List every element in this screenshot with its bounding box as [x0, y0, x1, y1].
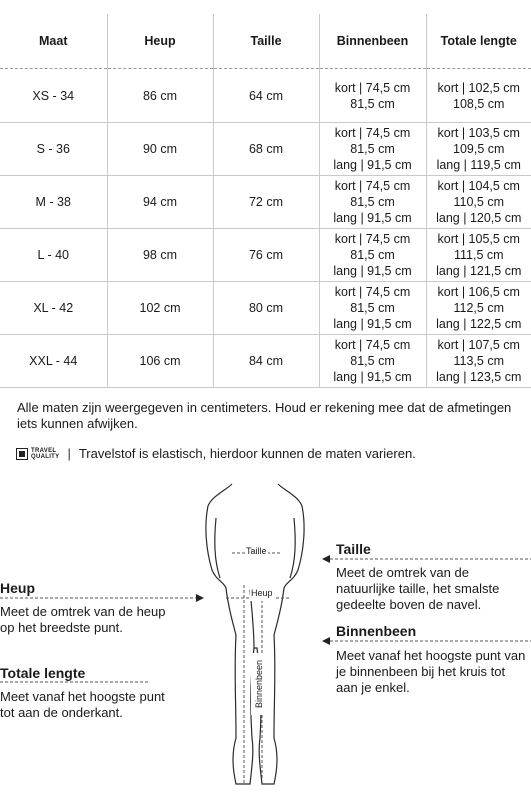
lengte-regular: 111,5 cm: [453, 248, 504, 262]
binnenbeen-kort: kort | 74,5 cm: [334, 232, 411, 246]
binnenbeen-kort: kort | 74,5 cm: [334, 338, 411, 352]
lengte-lang: lang | 123,5 cm: [436, 370, 522, 384]
header-binnenbeen: Binnenbeen: [319, 14, 426, 69]
heup-pointer-arrow: [196, 594, 204, 602]
binnenbeen-kort: kort | 74,5 cm: [334, 126, 411, 140]
cell-binnenbeen: [319, 229, 426, 282]
lengte-kort: kort | 105,5 cm: [437, 232, 520, 246]
heup-description: Meet de omtrek van de heup op het breedste punt.: [0, 604, 166, 635]
lengte-regular: 108,5 cm: [453, 96, 505, 111]
travel-quality-text: Travelstof is elastisch, hierdoor kunnen de maten varieren.: [78, 446, 416, 461]
binnenbeen-regular: 81,5 cm: [350, 96, 395, 111]
lengte-lang: lang | 122,5 cm: [436, 317, 522, 331]
measurement-figure: [0, 470, 531, 800]
cell-taille: 80 cm: [213, 282, 319, 335]
binnenbeen-description: Meet vanaf het hoogste punt van je binnenbeen bij het kruis tot aan je enkel.: [336, 648, 526, 695]
lengte-regular: 109,5 cm: [453, 142, 505, 156]
cell-maat: XS - 34: [0, 69, 107, 123]
binnenbeen-title: Binnenbeen: [336, 623, 417, 639]
binnenbeen-kort: kort | 74,5 cm: [334, 285, 411, 299]
cell-heup: 102 cm: [107, 282, 213, 335]
totale-lengte-title: Totale lengte: [0, 665, 86, 681]
binnenbeen-regular: 81,5 cm: [350, 142, 395, 156]
cell-totale-lengte: [426, 335, 531, 388]
binnenbeen-regular: 81,5 cm: [350, 248, 395, 262]
lengte-lang: lang | 121,5 cm: [436, 264, 522, 278]
binnenbeen-kort: kort | 74,5 cm: [334, 179, 411, 193]
binnenbeen-lang: lang | 91,5 cm: [333, 370, 412, 384]
header-heup: Heup: [107, 14, 213, 69]
cell-binnenbeen: [319, 123, 426, 176]
lengte-lang: lang | 119,5 cm: [436, 158, 521, 172]
cell-totale-lengte: [426, 282, 531, 335]
cell-heup: 98 cm: [107, 229, 213, 282]
cell-binnenbeen: [319, 335, 426, 388]
cell-maat: XL - 42: [0, 282, 107, 335]
table-row: [0, 69, 531, 123]
cell-binnenbeen: [319, 282, 426, 335]
lengte-regular: 110,5 cm: [453, 195, 504, 209]
cell-binnenbeen: [319, 176, 426, 229]
header-maat: Maat: [0, 14, 107, 69]
heup-figure-label: Heup: [250, 585, 274, 601]
taille-title: Taille: [336, 541, 371, 557]
separator: |: [67, 446, 71, 461]
header-taille: Taille: [213, 14, 319, 69]
lengte-kort: kort | 106,5 cm: [437, 285, 520, 299]
lengte-regular: 113,5 cm: [453, 354, 504, 368]
binnenbeen-lang: lang | 91,5 cm: [333, 158, 412, 172]
table-header-row: [0, 14, 531, 69]
right-arm-outline: [290, 518, 295, 578]
binnenbeen-regular: 81,5 cm: [350, 354, 395, 368]
cell-heup: 106 cm: [107, 335, 213, 388]
travel-quality-line: [16, 446, 416, 461]
cell-maat: L - 40: [0, 229, 107, 282]
cell-totale-lengte: [426, 229, 531, 282]
binnenbeen-pointer-arrow: [322, 637, 330, 645]
cell-maat: XXL - 44: [0, 335, 107, 388]
travel-quality-icon: [16, 448, 28, 460]
cell-heup: 86 cm: [107, 69, 213, 123]
binnenbeen-lang: lang | 91,5 cm: [333, 317, 412, 331]
logo-line-quality: QUALITY: [31, 453, 60, 460]
cell-taille: 64 cm: [213, 69, 319, 123]
heup-title: Heup: [0, 580, 35, 596]
left-arm-outline: [215, 518, 220, 578]
taille-figure-label: Taille: [245, 543, 268, 559]
torso-outline: [206, 484, 304, 784]
lengte-kort: kort | 103,5 cm: [437, 126, 520, 140]
cell-taille: 68 cm: [213, 123, 319, 176]
totale-lengte-description: Meet vanaf het hoogste punt tot aan de onderkant.: [0, 689, 165, 720]
binnenbeen-kort: kort | 74,5 cm: [334, 80, 411, 95]
cell-totale-lengte: [426, 123, 531, 176]
binnenbeen-figure-label: Binnenbeen: [251, 653, 267, 715]
cell-binnenbeen: [319, 69, 426, 123]
table-row: [0, 123, 531, 176]
binnenbeen-regular: 81,5 cm: [350, 301, 395, 315]
measurement-note: Alle maten zijn weergegeven in centimeters. Houd er rekening mee dat de afmetingen iets kunnen afwijken.: [17, 400, 512, 431]
binnenbeen-lang: lang | 91,5 cm: [333, 211, 412, 225]
table-row: [0, 282, 531, 335]
size-table: [0, 14, 531, 388]
cell-totale-lengte: [426, 176, 531, 229]
cell-totale-lengte: [426, 69, 531, 123]
lengte-lang: lang | 120,5 cm: [436, 211, 522, 225]
cell-maat: M - 38: [0, 176, 107, 229]
table-row: [0, 229, 531, 282]
travel-quality-logo: [16, 448, 59, 460]
cell-taille: 76 cm: [213, 229, 319, 282]
cell-heup: 94 cm: [107, 176, 213, 229]
table-row: [0, 335, 531, 388]
cell-heup: 90 cm: [107, 123, 213, 176]
logo-line-travel: TRAVEL: [31, 447, 57, 454]
cell-maat: S - 36: [0, 123, 107, 176]
lengte-kort: kort | 102,5 cm: [437, 80, 520, 95]
cell-taille: 84 cm: [213, 335, 319, 388]
taille-description: Meet de omtrek van de natuurlijke taille, het smalste gedeelte boven de navel.: [336, 565, 500, 612]
cell-taille: 72 cm: [213, 176, 319, 229]
lengte-kort: kort | 107,5 cm: [437, 338, 520, 352]
binnenbeen-regular: 81,5 cm: [350, 195, 395, 209]
lengte-regular: 112,5 cm: [453, 301, 504, 315]
binnenbeen-lang: lang | 91,5 cm: [333, 264, 412, 278]
taille-pointer-arrow: [322, 555, 330, 563]
lengte-kort: kort | 104,5 cm: [437, 179, 520, 193]
header-totale-lengte: Totale lengte: [426, 14, 531, 69]
table-row: [0, 176, 531, 229]
